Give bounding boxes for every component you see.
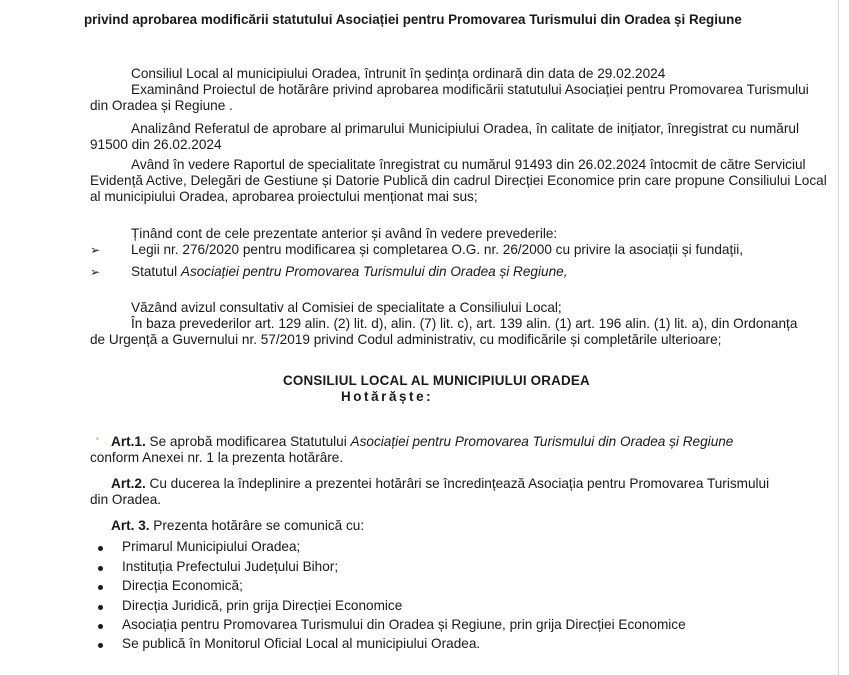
statute-prefix: Statutul xyxy=(131,264,181,279)
margin-mark xyxy=(96,437,99,440)
article-1-association-name: Asociației pentru Promovarea Turismului din Oradea și Regiune xyxy=(350,434,734,449)
statute-association-name: Asociației pentru Promovarea Turismului din Oradea și Regiune, xyxy=(180,264,568,279)
preamble-legal-provisions-line1: În baza prevederilor art. 129 alin. (2) lit. d), alin. (7) lit. c), art. 139 alin. (1) art. 196 alin. (1) lit. a), din Ordonanța xyxy=(131,316,798,331)
preamble-session: Consiliul Local al municipiului Oradea, întrunit în ședința ordinară din data de 29.02.2024 xyxy=(131,66,666,81)
bullet-icon xyxy=(98,624,103,629)
bullet-icon xyxy=(98,585,103,590)
preamble-legal-provisions-line2: de Urgență a Guvernului nr. 57/2019 privind Codul administrativ, cu modificările și completările ulterioare; xyxy=(90,332,722,347)
recipient-item: Direcția Juridică, prin grija Direcției Economice xyxy=(122,598,403,613)
legal-basis-statute xyxy=(131,264,567,280)
article-3-label: Art. 3. xyxy=(111,518,150,533)
document-title: privind aprobarea modificării statutului Asociației pentru Promovarea Turismului din Oradea și Regiune xyxy=(84,12,742,27)
article-1-line2: conform Anexei nr. 1 la prezenta hotărâre. xyxy=(90,450,344,465)
council-heading: CONSILIUL LOCAL AL MUNICIPIULUI ORADEA xyxy=(283,373,590,388)
preamble-analyzing-line1: Analizând Referatul de aprobare al primarului Municipiului Oradea, în calitate de inițiator, înregistrat cu numărul xyxy=(131,121,799,136)
bullet-icon xyxy=(98,566,103,571)
legal-basis-law: Legii nr. 276/2020 pentru modificarea și completarea O.G. nr. 26/2000 cu privire la asociații și fundații, xyxy=(131,242,744,257)
article-3-text: Prezenta hotărâre se comunică cu: xyxy=(149,518,365,533)
preamble-analyzing-line2: 91500 din 26.02.2024 xyxy=(90,137,222,152)
recipient-item: Direcția Economică; xyxy=(122,578,243,593)
preamble-considering: Ținând cont de cele prezentate anterior și având în vedere prevederile: xyxy=(131,226,558,241)
article-2-text: Cu ducerea la îndeplinire a prezentei hotărâri se încredințează Asociația pentru Promovarea Turismului xyxy=(145,476,770,491)
preamble-report-line2: Evidență Active, Delegări de Gestiune și Datorie Publică din cadrul Direcției Economice prin care propune Consiliului Local xyxy=(90,173,827,188)
arrow-bullet-icon: ➢ xyxy=(90,243,101,257)
preamble-examining-line2: din Oradea și Regiune . xyxy=(90,98,233,113)
recipient-item: Asociația pentru Promovarea Turismului din Oradea și Regiune, prin grija Direcției Economice xyxy=(122,617,686,632)
preamble-examining-line1: Examinând Proiectul de hotărâre privind aprobarea modificării statutului Asociației pentru Promovarea Turismului xyxy=(131,82,809,97)
article-2-line2: din Oradea. xyxy=(90,492,162,507)
scan-edge-line xyxy=(838,0,839,675)
bullet-icon xyxy=(98,546,103,551)
article-1-text: Se aprobă modificarea Statutului xyxy=(145,434,351,449)
bullet-icon xyxy=(98,643,103,648)
arrow-bullet-icon: ➢ xyxy=(90,265,101,279)
preamble-report-line3: al municipiului Oradea, aprobarea proiectului menționat mai sus; xyxy=(90,189,478,204)
article-3-intro xyxy=(111,518,364,534)
article-1-label: Art.1. xyxy=(111,434,146,449)
article-2-label: Art.2. xyxy=(111,476,146,491)
preamble-report-line1: Având în vedere Raportul de specialitate înregistrat cu numărul 91493 din 26.02.2024 întocmit de către Serviciul xyxy=(131,157,806,172)
bullet-icon xyxy=(98,605,103,610)
recipient-item: Instituția Prefectului Județului Bihor; xyxy=(122,559,339,574)
preamble-opinion: Văzând avizul consultativ al Comisiei de specialitate a Consiliului Local; xyxy=(131,300,562,315)
recipient-item: Se publică în Monitorul Oficial Local al municipiului Oradea. xyxy=(122,636,481,651)
recipient-item: Primarul Municipiului Oradea; xyxy=(122,539,301,554)
article-1-line1 xyxy=(111,434,733,450)
decides-heading: Hotărăște: xyxy=(341,389,434,404)
article-2-line1 xyxy=(111,476,769,492)
